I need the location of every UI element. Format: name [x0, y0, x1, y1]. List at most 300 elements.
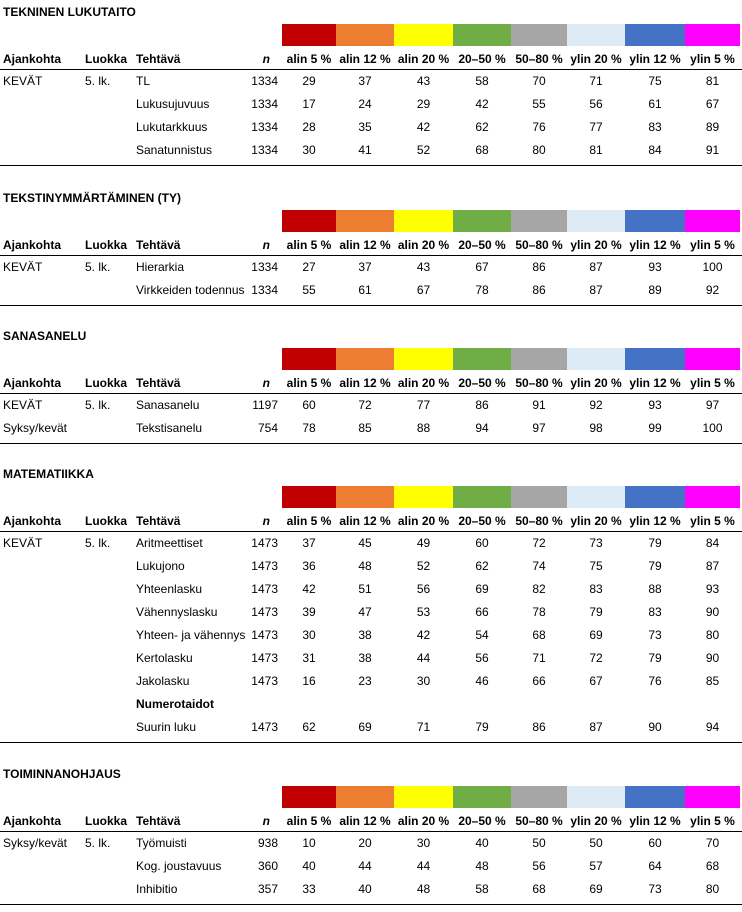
cell-band-value: 81 [705, 74, 720, 88]
cell-band-value: 29 [302, 74, 316, 88]
percentile-band-swatch [685, 210, 740, 232]
cell-band-value: 71 [416, 720, 431, 734]
cell-band-value: 60 [475, 536, 489, 550]
cell-band-value: 75 [648, 74, 662, 88]
col-header-band: 50–80 % [515, 238, 563, 252]
cell-band-value: 28 [302, 120, 316, 134]
col-header-ajankohta: Ajankohta [3, 376, 62, 390]
percentile-band-swatch [511, 786, 567, 808]
col-header-band: alin 20 % [397, 514, 450, 528]
col-header-band: ylin 20 % [570, 52, 622, 66]
cell-band-value: 79 [648, 651, 662, 665]
col-header-n: n [262, 238, 270, 252]
col-header-band: alin 20 % [397, 376, 450, 390]
cell-band-value: 87 [589, 283, 603, 297]
cell-n: 1334 [251, 74, 278, 88]
cell-n: 1334 [251, 120, 278, 134]
cell-band-value: 62 [302, 720, 316, 734]
cell-n: 360 [257, 859, 278, 873]
cell-band-value: 20 [358, 836, 372, 850]
percentile-band-swatch [394, 24, 453, 46]
percentile-band-swatch [394, 210, 453, 232]
cell-band-value: 38 [358, 651, 372, 665]
cell-band-value: 78 [475, 283, 489, 297]
percentile-band-swatch [394, 348, 453, 370]
percentile-band-swatch [336, 786, 394, 808]
cell-band-value: 68 [705, 859, 720, 873]
col-header-band: ylin 12 % [629, 514, 681, 528]
cell-band-value: 86 [532, 283, 546, 297]
cell-band-value: 81 [589, 143, 603, 157]
col-header-band: ylin 5 % [690, 376, 735, 390]
cell-band-value: 91 [532, 398, 546, 412]
cell-band-value: 93 [648, 260, 662, 274]
cell-band-value: 60 [648, 836, 662, 850]
percentile-band-swatch [625, 486, 685, 508]
cell-band-value: 94 [475, 421, 489, 435]
cell-n: 1473 [251, 536, 278, 550]
cell-band-value: 67 [589, 674, 603, 688]
cell-band-value: 97 [532, 421, 546, 435]
cell-band-value: 24 [358, 97, 372, 111]
col-header-band: ylin 20 % [570, 814, 622, 828]
cell-tehtava: Tekstisanelu [136, 421, 203, 435]
section-title: TOIMINNANOHJAUS [3, 767, 121, 781]
col-header-band: ylin 5 % [690, 814, 735, 828]
percentile-band-swatch [282, 786, 336, 808]
cell-band-value: 82 [532, 582, 546, 596]
cell-tehtava: Kog. joustavuus [136, 859, 222, 873]
cell-band-value: 53 [416, 605, 431, 619]
table-section [0, 0, 742, 157]
col-header-band: 20–50 % [458, 52, 506, 66]
cell-band-value: 87 [589, 260, 603, 274]
cell-tehtava: Aritmeettiset [136, 536, 203, 550]
cell-n: 1334 [251, 97, 278, 111]
cell-band-value: 91 [705, 143, 720, 157]
cell-band-value: 31 [302, 651, 316, 665]
cell-ajankohta: KEVÄT [3, 398, 43, 412]
cell-band-value: 42 [416, 628, 431, 642]
cell-band-value: 70 [705, 836, 720, 850]
percentile-band-swatch [453, 348, 511, 370]
percentile-band-swatch [282, 210, 336, 232]
cell-band-value: 62 [475, 559, 489, 573]
cell-band-value: 69 [475, 582, 489, 596]
cell-ajankohta: KEVÄT [3, 74, 43, 88]
percentile-band-swatch [625, 786, 685, 808]
table-section [0, 762, 742, 912]
col-header-band: alin 12 % [339, 814, 391, 828]
col-header-tehtava: Tehtävä [136, 52, 181, 66]
cell-band-value: 85 [705, 674, 720, 688]
percentile-band-swatch [453, 24, 511, 46]
cell-band-value: 38 [358, 628, 372, 642]
section-title: MATEMATIIKKA [3, 467, 94, 481]
col-header-luokka: Luokka [85, 238, 128, 252]
cell-tehtava: Vähennyslasku [136, 605, 218, 619]
percentile-band-swatch [625, 210, 685, 232]
cell-band-value: 49 [416, 536, 431, 550]
col-header-band: ylin 12 % [629, 52, 681, 66]
cell-band-value: 40 [302, 859, 316, 873]
col-header-band: 20–50 % [458, 514, 506, 528]
cell-band-value: 42 [475, 97, 489, 111]
col-header-band: ylin 5 % [690, 238, 735, 252]
col-header-ajankohta: Ajankohta [3, 52, 62, 66]
col-header-band: 50–80 % [515, 814, 563, 828]
cell-band-value: 45 [358, 536, 372, 550]
cell-luokka: 5. lk. [85, 260, 111, 274]
header-rule [0, 393, 742, 394]
cell-band-value: 76 [648, 674, 662, 688]
cell-band-value: 79 [648, 536, 662, 550]
col-header-band: ylin 20 % [570, 376, 622, 390]
cell-tehtava: Numerotaidot [136, 697, 214, 711]
cell-band-value: 42 [416, 120, 431, 134]
col-header-band: alin 5 % [286, 238, 332, 252]
cell-band-value: 66 [532, 674, 546, 688]
header-rule [0, 831, 742, 832]
col-header-n: n [262, 376, 270, 390]
cell-band-value: 79 [589, 605, 603, 619]
cell-band-value: 89 [705, 120, 720, 134]
cell-band-value: 80 [705, 628, 720, 642]
cell-band-value: 60 [302, 398, 316, 412]
percentile-band-swatch [511, 210, 567, 232]
cell-tehtava: Lukusujuvuus [136, 97, 210, 111]
cell-n: 1473 [251, 651, 278, 665]
cell-band-value: 86 [532, 720, 546, 734]
cell-band-value: 97 [705, 398, 720, 412]
cell-band-value: 77 [589, 120, 603, 134]
col-header-ajankohta: Ajankohta [3, 238, 62, 252]
percentile-band-swatch [567, 210, 625, 232]
percentile-band-swatch [394, 486, 453, 508]
cell-band-value: 77 [416, 398, 431, 412]
cell-band-value: 37 [302, 536, 316, 550]
cell-band-value: 40 [475, 836, 489, 850]
cell-band-value: 30 [302, 628, 316, 642]
cell-band-value: 56 [589, 97, 603, 111]
table-section [0, 462, 742, 734]
percentile-band-swatch [685, 786, 740, 808]
cell-band-value: 33 [302, 882, 316, 896]
cell-band-value: 68 [475, 143, 489, 157]
cell-band-value: 87 [705, 559, 720, 573]
cell-band-value: 78 [532, 605, 546, 619]
cell-n: 1334 [251, 143, 278, 157]
cell-tehtava: Työmuisti [136, 836, 187, 850]
section-bottom-rule [0, 305, 742, 306]
cell-band-value: 72 [589, 651, 603, 665]
cell-band-value: 73 [648, 882, 662, 896]
col-header-band: ylin 12 % [629, 238, 681, 252]
col-header-band: ylin 5 % [690, 52, 735, 66]
cell-band-value: 44 [358, 859, 372, 873]
col-header-n: n [262, 814, 270, 828]
cell-tehtava: Sanatunnistus [136, 143, 213, 157]
cell-band-value: 27 [302, 260, 316, 274]
cell-band-value: 41 [358, 143, 372, 157]
cell-band-value: 75 [589, 559, 603, 573]
section-bottom-rule [0, 443, 742, 444]
cell-band-value: 72 [532, 536, 546, 550]
col-header-band: alin 12 % [339, 514, 391, 528]
cell-band-value: 68 [532, 628, 546, 642]
cell-band-value: 69 [589, 882, 603, 896]
cell-band-value: 90 [648, 720, 662, 734]
cell-band-value: 67 [416, 283, 431, 297]
cell-ajankohta: Syksy/kevät [3, 421, 68, 435]
cell-band-value: 57 [589, 859, 603, 873]
percentile-band-swatch [453, 786, 511, 808]
cell-tehtava: Lukutarkkuus [136, 120, 208, 134]
cell-band-value: 70 [532, 74, 546, 88]
cell-band-value: 86 [475, 398, 489, 412]
cell-band-value: 100 [702, 260, 723, 274]
cell-band-value: 92 [705, 283, 720, 297]
cell-band-value: 94 [705, 720, 720, 734]
cell-band-value: 52 [416, 559, 431, 573]
cell-band-value: 40 [358, 882, 372, 896]
percentile-band-swatch [282, 486, 336, 508]
percentile-band-swatch [282, 348, 336, 370]
cell-band-value: 79 [475, 720, 489, 734]
cell-band-value: 61 [648, 97, 662, 111]
cell-band-value: 51 [358, 582, 372, 596]
cell-band-value: 78 [302, 421, 316, 435]
percentile-band-swatch [282, 24, 336, 46]
cell-band-value: 55 [532, 97, 546, 111]
col-header-band: 50–80 % [515, 514, 563, 528]
cell-band-value: 83 [648, 120, 662, 134]
col-header-band: 20–50 % [458, 238, 506, 252]
cell-band-value: 30 [416, 674, 431, 688]
cell-band-value: 44 [416, 651, 431, 665]
percentile-band-swatch [567, 786, 625, 808]
percentile-band-swatch [625, 24, 685, 46]
percentile-band-swatch [567, 348, 625, 370]
section-title: TEKSTINYMMÄRTÄMINEN (TY) [3, 191, 181, 205]
col-header-luokka: Luokka [85, 514, 128, 528]
cell-band-value: 83 [589, 582, 603, 596]
cell-band-value: 74 [532, 559, 546, 573]
cell-band-value: 48 [416, 882, 431, 896]
cell-ajankohta: KEVÄT [3, 260, 43, 274]
percentile-band-swatch [685, 24, 740, 46]
cell-band-value: 89 [648, 283, 662, 297]
cell-luokka: 5. lk. [85, 536, 111, 550]
col-header-band: 20–50 % [458, 376, 506, 390]
cell-band-value: 46 [475, 674, 489, 688]
cell-band-value: 71 [532, 651, 546, 665]
cell-band-value: 86 [532, 260, 546, 274]
cell-band-value: 76 [532, 120, 546, 134]
section-bottom-rule [0, 165, 742, 166]
cell-band-value: 48 [475, 859, 489, 873]
cell-band-value: 48 [358, 559, 372, 573]
cell-n: 938 [257, 836, 278, 850]
cell-band-value: 30 [302, 143, 316, 157]
cell-band-value: 58 [475, 74, 489, 88]
col-header-band: alin 20 % [397, 814, 450, 828]
cell-band-value: 83 [648, 605, 662, 619]
col-header-band: ylin 5 % [690, 514, 735, 528]
cell-luokka: 5. lk. [85, 74, 111, 88]
col-header-band: ylin 12 % [629, 376, 681, 390]
percentile-band-swatch [394, 786, 453, 808]
percentile-band-swatch [567, 486, 625, 508]
cell-tehtava: Yhteen- ja vähennys [136, 628, 246, 642]
col-header-band: ylin 12 % [629, 814, 681, 828]
cell-band-value: 73 [648, 628, 662, 642]
col-header-band: 50–80 % [515, 376, 563, 390]
col-header-tehtava: Tehtävä [136, 238, 181, 252]
cell-band-value: 16 [302, 674, 316, 688]
cell-band-value: 36 [302, 559, 316, 573]
cell-band-value: 80 [705, 882, 720, 896]
percentile-band-swatch [453, 486, 511, 508]
col-header-n: n [262, 514, 270, 528]
cell-band-value: 88 [648, 582, 662, 596]
col-header-tehtava: Tehtävä [136, 514, 181, 528]
cell-band-value: 55 [302, 283, 316, 297]
col-header-tehtava: Tehtävä [136, 376, 181, 390]
cell-band-value: 88 [416, 421, 431, 435]
cell-n: 754 [257, 421, 278, 435]
cell-n: 1473 [251, 559, 278, 573]
cell-n: 1334 [251, 283, 278, 297]
section-title: TEKNINEN LUKUTAITO [3, 5, 136, 19]
cell-band-value: 35 [358, 120, 372, 134]
col-header-luokka: Luokka [85, 814, 128, 828]
cell-band-value: 69 [358, 720, 372, 734]
cell-band-value: 100 [702, 421, 723, 435]
cell-band-value: 84 [705, 536, 720, 550]
header-rule [0, 69, 742, 70]
percentile-band-swatch [336, 24, 394, 46]
col-header-band: ylin 20 % [570, 238, 622, 252]
col-header-luokka: Luokka [85, 376, 128, 390]
header-rule [0, 531, 742, 532]
cell-band-value: 54 [475, 628, 489, 642]
col-header-luokka: Luokka [85, 52, 128, 66]
col-header-n: n [262, 52, 270, 66]
percentile-band-swatch [511, 24, 567, 46]
cell-tehtava: TL [136, 74, 151, 88]
cell-band-value: 90 [705, 651, 720, 665]
cell-n: 1197 [252, 398, 278, 412]
cell-band-value: 50 [532, 836, 546, 850]
cell-band-value: 66 [475, 605, 489, 619]
col-header-band: alin 12 % [339, 376, 391, 390]
cell-band-value: 73 [589, 536, 603, 550]
cell-band-value: 29 [416, 97, 431, 111]
percentile-band-swatch [685, 348, 740, 370]
col-header-ajankohta: Ajankohta [3, 814, 62, 828]
cell-band-value: 17 [302, 97, 316, 111]
cell-band-value: 43 [416, 260, 431, 274]
cell-ajankohta: Syksy/kevät [3, 836, 68, 850]
cell-n: 1473 [251, 582, 278, 596]
cell-tehtava: Hierarkia [136, 260, 185, 274]
cell-tehtava: Jakolasku [136, 674, 190, 688]
cell-tehtava: Lukujono [136, 559, 185, 573]
cell-band-value: 47 [358, 605, 372, 619]
cell-band-value: 69 [589, 628, 603, 642]
col-header-band: alin 12 % [339, 52, 391, 66]
col-header-band: 20–50 % [458, 814, 506, 828]
cell-tehtava: Virkkeiden todennus [136, 283, 245, 297]
cell-tehtava: Suurin luku [136, 720, 197, 734]
percentile-band-swatch [567, 24, 625, 46]
cell-band-value: 90 [705, 605, 720, 619]
cell-band-value: 43 [416, 74, 431, 88]
col-header-band: alin 5 % [286, 52, 332, 66]
table-section [0, 186, 742, 336]
cell-band-value: 37 [358, 260, 372, 274]
cell-band-value: 30 [416, 836, 431, 850]
percentile-band-swatch [625, 348, 685, 370]
cell-band-value: 72 [358, 398, 372, 412]
percentile-band-swatch [453, 210, 511, 232]
percentile-band-swatch [511, 486, 567, 508]
cell-band-value: 87 [589, 720, 603, 734]
cell-band-value: 84 [648, 143, 662, 157]
cell-band-value: 42 [302, 582, 316, 596]
cell-n: 357 [257, 882, 278, 896]
cell-luokka: 5. lk. [85, 398, 111, 412]
col-header-band: alin 5 % [286, 514, 332, 528]
cell-band-value: 64 [648, 859, 662, 873]
cell-band-value: 85 [358, 421, 372, 435]
col-header-band: 50–80 % [515, 52, 563, 66]
cell-band-value: 39 [302, 605, 316, 619]
cell-tehtava: Inhibitio [136, 882, 178, 896]
cell-band-value: 79 [648, 559, 662, 573]
col-header-band: alin 20 % [397, 238, 450, 252]
cell-band-value: 68 [532, 882, 546, 896]
cell-band-value: 56 [532, 859, 546, 873]
cell-band-value: 58 [475, 882, 489, 896]
cell-band-value: 80 [532, 143, 546, 157]
section-bottom-rule [0, 742, 742, 743]
header-rule [0, 255, 742, 256]
cell-n: 1334 [251, 260, 278, 274]
percentile-band-swatch [336, 210, 394, 232]
cell-band-value: 99 [648, 421, 662, 435]
cell-band-value: 62 [475, 120, 489, 134]
cell-band-value: 52 [416, 143, 431, 157]
percentile-band-swatch [336, 486, 394, 508]
cell-luokka: 5. lk. [85, 836, 111, 850]
col-header-band: alin 12 % [339, 238, 391, 252]
cell-band-value: 93 [648, 398, 662, 412]
percentile-band-swatch [685, 486, 740, 508]
cell-n: 1473 [251, 720, 278, 734]
cell-band-value: 23 [358, 674, 372, 688]
cell-band-value: 37 [358, 74, 372, 88]
cell-band-value: 44 [416, 859, 431, 873]
cell-band-value: 10 [302, 836, 316, 850]
cell-band-value: 56 [475, 651, 489, 665]
col-header-band: alin 5 % [286, 376, 332, 390]
cell-band-value: 93 [705, 582, 720, 596]
cell-band-value: 56 [416, 582, 431, 596]
cell-ajankohta: KEVÄT [3, 536, 43, 550]
cell-band-value: 92 [589, 398, 603, 412]
